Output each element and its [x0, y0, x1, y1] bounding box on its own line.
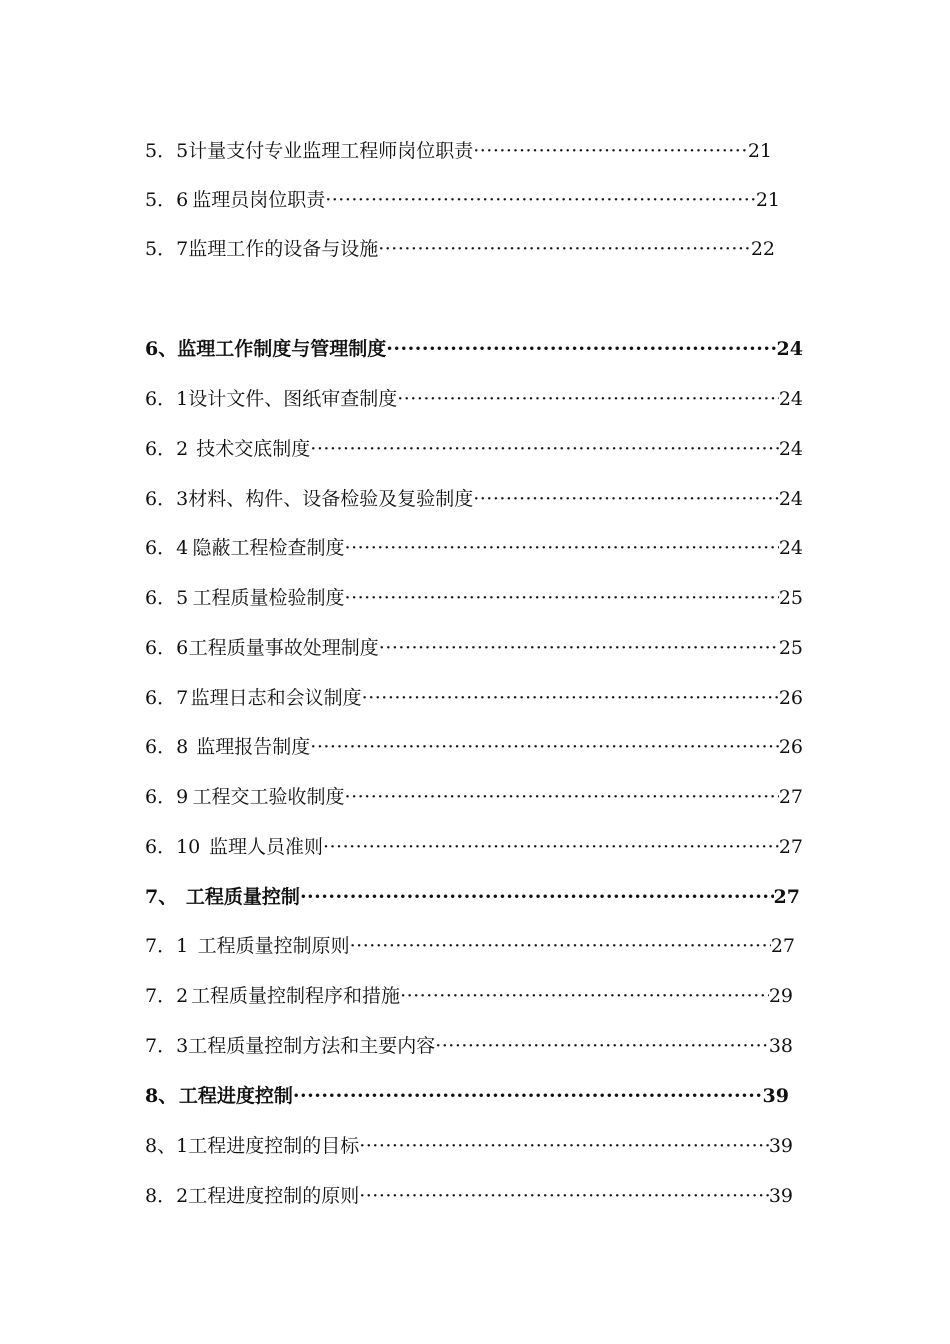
toc-title: 工程质量控制原则: [197, 935, 350, 957]
toc-title: 工程进度控制: [178, 1085, 293, 1107]
toc-entry-6-3[interactable]: [145, 484, 803, 516]
toc-leader-dots: [386, 338, 776, 360]
toc-title: 工程质量控制方法和主要内容: [188, 1035, 436, 1057]
toc-entry-6-1[interactable]: [145, 384, 803, 416]
toc-leader-dots: [400, 985, 769, 1007]
toc-page-number: 24: [778, 438, 803, 460]
toc-entry-5-6[interactable]: [145, 185, 780, 217]
toc-title: 工程质量检验制度: [192, 587, 345, 609]
toc-number: 6．9: [145, 786, 189, 808]
toc-entry-6-5[interactable]: [145, 583, 803, 615]
toc-leader-dots: [379, 637, 779, 659]
toc-title: 监理报告制度: [196, 736, 311, 758]
toc-number: 7．1: [145, 935, 189, 957]
toc-title: 工程质量控制程序和措施: [191, 985, 401, 1007]
toc-title: 监理员岗位职责: [192, 189, 326, 211]
toc-entry-8[interactable]: [145, 1081, 789, 1113]
toc-entry-7[interactable]: [145, 882, 800, 914]
toc-page-number: 21: [747, 140, 772, 162]
toc-number: 6．10: [145, 836, 201, 858]
toc-entry-6-10[interactable]: [145, 832, 803, 864]
toc-title: 隐蔽工程检查制度: [192, 537, 345, 559]
toc-page-number: 38: [768, 1035, 793, 1057]
toc-number: 8．2: [145, 1185, 189, 1207]
toc-page-number: 39: [762, 1085, 789, 1107]
toc-number: 5．7: [145, 238, 189, 260]
toc-title: 材料、构件、设备检验及复验制度: [188, 488, 474, 510]
toc-entry-6[interactable]: [145, 334, 803, 366]
toc-number: 7．3: [145, 1035, 189, 1057]
toc-leader-dots: [300, 886, 774, 908]
toc-leader-dots: [435, 1035, 769, 1057]
toc-number: 5．5: [145, 140, 189, 162]
toc-leader-dots: [325, 189, 756, 211]
toc-page-number: 21: [755, 189, 780, 211]
toc-leader-dots: [310, 736, 779, 758]
toc-title: 工程进度控制的原则: [188, 1185, 360, 1207]
toc-title: 监理人员准则: [208, 836, 323, 858]
toc-page-number: 25: [778, 637, 803, 659]
toc-title: 工程交工验收制度: [192, 786, 345, 808]
toc-page-number: 27: [770, 935, 795, 957]
toc-number: 6．4: [145, 537, 189, 559]
toc-title: 工程进度控制的目标: [188, 1135, 360, 1157]
toc-entry-6-2[interactable]: [145, 434, 803, 466]
toc-page-number: 27: [778, 786, 803, 808]
toc-leader-dots: [293, 1085, 763, 1107]
toc-number: 8、: [145, 1085, 178, 1107]
toc-entry-5-5[interactable]: [145, 136, 772, 168]
toc-page-number: 39: [768, 1135, 793, 1157]
toc-number: 7、: [145, 886, 178, 908]
toc-page-number: 39: [768, 1185, 793, 1207]
toc-leader-dots: [345, 537, 779, 559]
toc-number: 8、1: [145, 1135, 189, 1157]
toc-number: 7．2: [145, 985, 189, 1007]
toc-title: 监理日志和会议制度: [190, 687, 362, 709]
toc-title: 工程质量控制: [185, 886, 300, 908]
toc-entry-7-1[interactable]: [145, 931, 795, 963]
toc-entry-8-1[interactable]: [145, 1131, 793, 1163]
toc-title: 设计文件、图纸审查制度: [188, 388, 398, 410]
toc-page-number: 24: [778, 537, 803, 559]
toc-number: 6．6: [145, 637, 189, 659]
toc-entry-5-7[interactable]: [145, 234, 775, 266]
toc-entry-7-2[interactable]: [145, 981, 793, 1013]
toc-entry-7-3[interactable]: [145, 1031, 793, 1063]
toc-title: 监理工作制度与管理制度: [177, 338, 387, 360]
toc-title: 技术交底制度: [196, 438, 311, 460]
toc-leader-dots: [310, 438, 779, 460]
toc-leader-dots: [345, 786, 779, 808]
toc-page-number: 24: [778, 488, 803, 510]
toc-leader-dots: [397, 388, 779, 410]
toc-entry-6-7[interactable]: [145, 683, 803, 715]
toc-page-number: 24: [778, 388, 803, 410]
toc-number: 6．8: [145, 736, 189, 758]
toc-page-number: 29: [768, 985, 793, 1007]
toc-entry-6-8[interactable]: [145, 732, 803, 764]
toc-leader-dots: [473, 140, 748, 162]
toc-entry-6-9[interactable]: [145, 782, 803, 814]
toc-leader-dots: [323, 836, 779, 858]
toc-entry-8-2[interactable]: [145, 1181, 793, 1213]
toc-page-number: 26: [778, 687, 803, 709]
toc-page-number: 22: [750, 238, 775, 260]
toc-page-number: 25: [778, 587, 803, 609]
toc-number: 6．5: [145, 587, 189, 609]
toc-leader-dots: [359, 1135, 769, 1157]
toc-leader-dots: [378, 238, 751, 260]
toc-leader-dots: [359, 1185, 769, 1207]
toc-page-number: 26: [778, 736, 803, 758]
toc-number: 6、: [145, 338, 178, 360]
toc-number: 6．3: [145, 488, 189, 510]
toc-number: 5．6: [145, 189, 189, 211]
toc-number: 6．2: [145, 438, 189, 460]
toc-leader-dots: [362, 687, 779, 709]
toc-number: 6．7: [145, 687, 189, 709]
toc-leader-dots: [473, 488, 779, 510]
toc-page-number: 24: [776, 338, 803, 360]
toc-page-number: 27: [773, 886, 800, 908]
toc-page-number: 27: [778, 836, 803, 858]
toc-number: 6．1: [145, 388, 189, 410]
toc-leader-dots: [350, 935, 771, 957]
toc-entry-6-4[interactable]: [145, 533, 803, 565]
toc-title: 监理工作的设备与设施: [188, 238, 379, 260]
toc-leader-dots: [345, 587, 779, 609]
toc-title: 计量支付专业监理工程师岗位职责: [188, 140, 474, 162]
toc-title: 工程质量事故处理制度: [188, 637, 379, 659]
toc-entry-6-6[interactable]: [145, 633, 803, 665]
